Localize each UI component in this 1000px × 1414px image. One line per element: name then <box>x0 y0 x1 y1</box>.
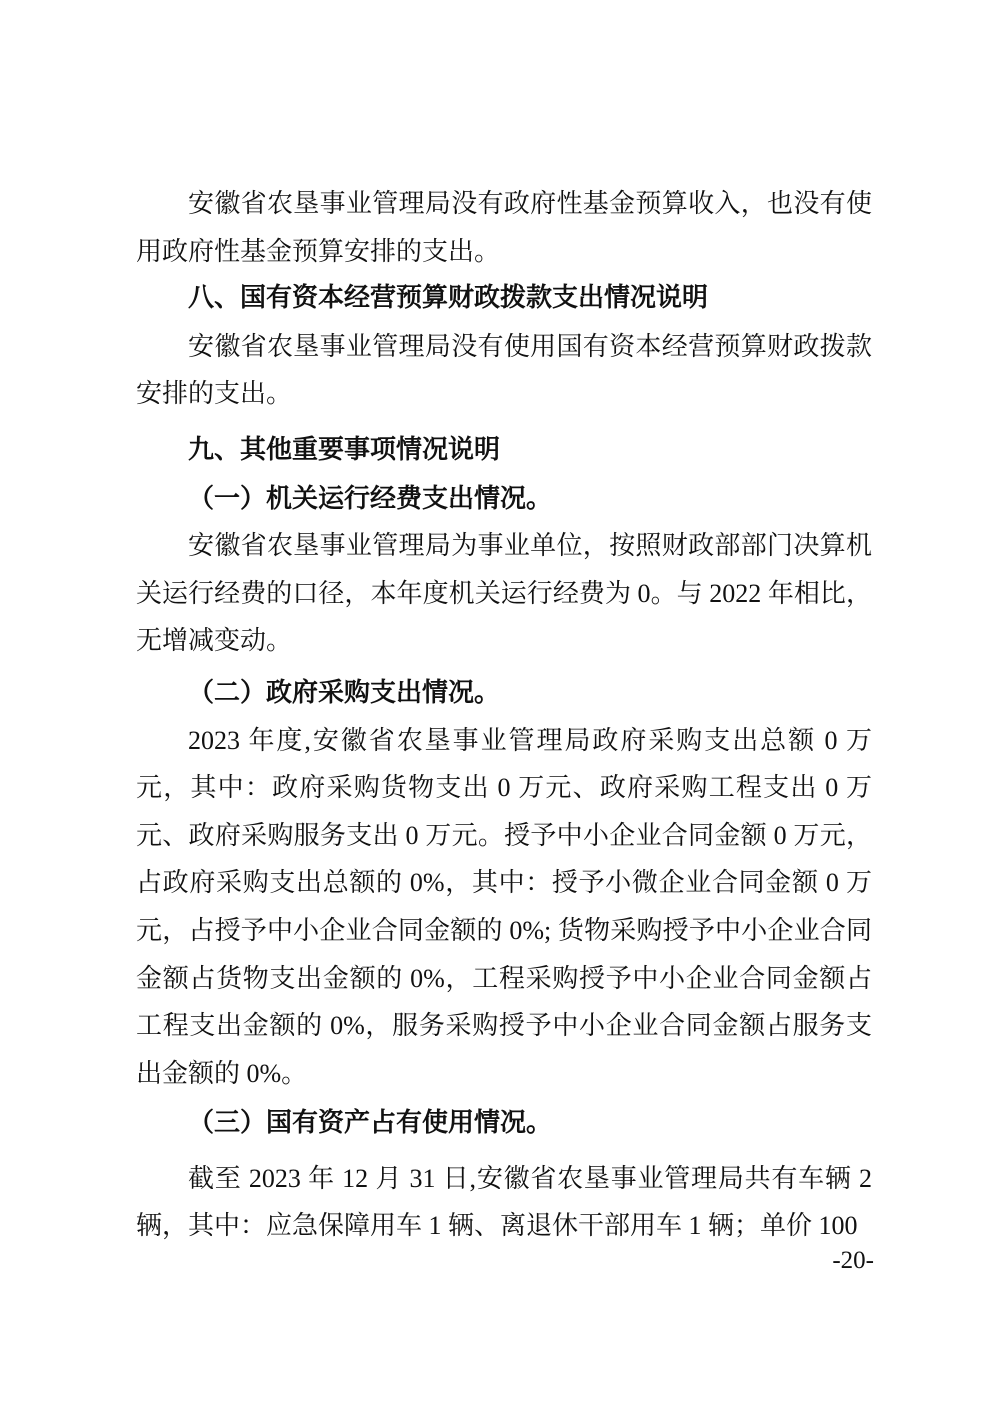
section-heading: （一）机关运行经费支出情况。 <box>188 483 553 513</box>
paragraph: 安徽省农垦事业管理局没有使用国有资本经营预算财政拨款安排的支出。 <box>136 331 872 409</box>
section-heading: （二）政府采购支出情况。 <box>188 677 501 707</box>
section-heading: （三）国有资产占有使用情况。 <box>188 1108 553 1138</box>
document-body <box>136 0 872 1250</box>
paragraph: 安徽省农垦事业管理局为事业单位，按照财政部部门决算机关运行经费的口径，本年度机关运行经费为 0。与 2022 年相比，无增减变动。 <box>136 531 872 656</box>
paragraph: 安徽省农垦事业管理局没有政府性基金预算收入，也没有使用政府性基金预算安排的支出。 <box>136 189 872 266</box>
section-heading: 九、其他重要事项情况说明 <box>188 434 501 465</box>
paragraph: 截至 2023 年 12 月 31 日,安徽省农垦事业管理局共有车辆 2 辆，其中：应急保障用车 1 辆、离退休干部用车 1 辆；单价 100 <box>136 1163 872 1241</box>
page-number: -20- <box>832 1247 874 1274</box>
paragraph: 2023 年度,安徽省农垦事业管理局政府采购支出总额 0 万元，其中：政府采购货物支出 0 万元、政府采购工程支出 0 万元、政府采购服务支出 0 万元。授予中小企业合同金额 0 万元，占政府采购支出总额的 0%，其中：授予小微企业合同金额 0 万元，占授予中小企业合同金额的 0%; 货物采购授予中小企业合同金额占货物支出金额的 0%，工程采购授予中小企业合同金额占工程支出金额的 0%，服务采购授予中小企业合同金额占服务支出金额的 0%。 <box>136 725 872 1088</box>
section-heading: 八、国有资本经营预算财政拨款支出情况说明 <box>188 283 709 314</box>
